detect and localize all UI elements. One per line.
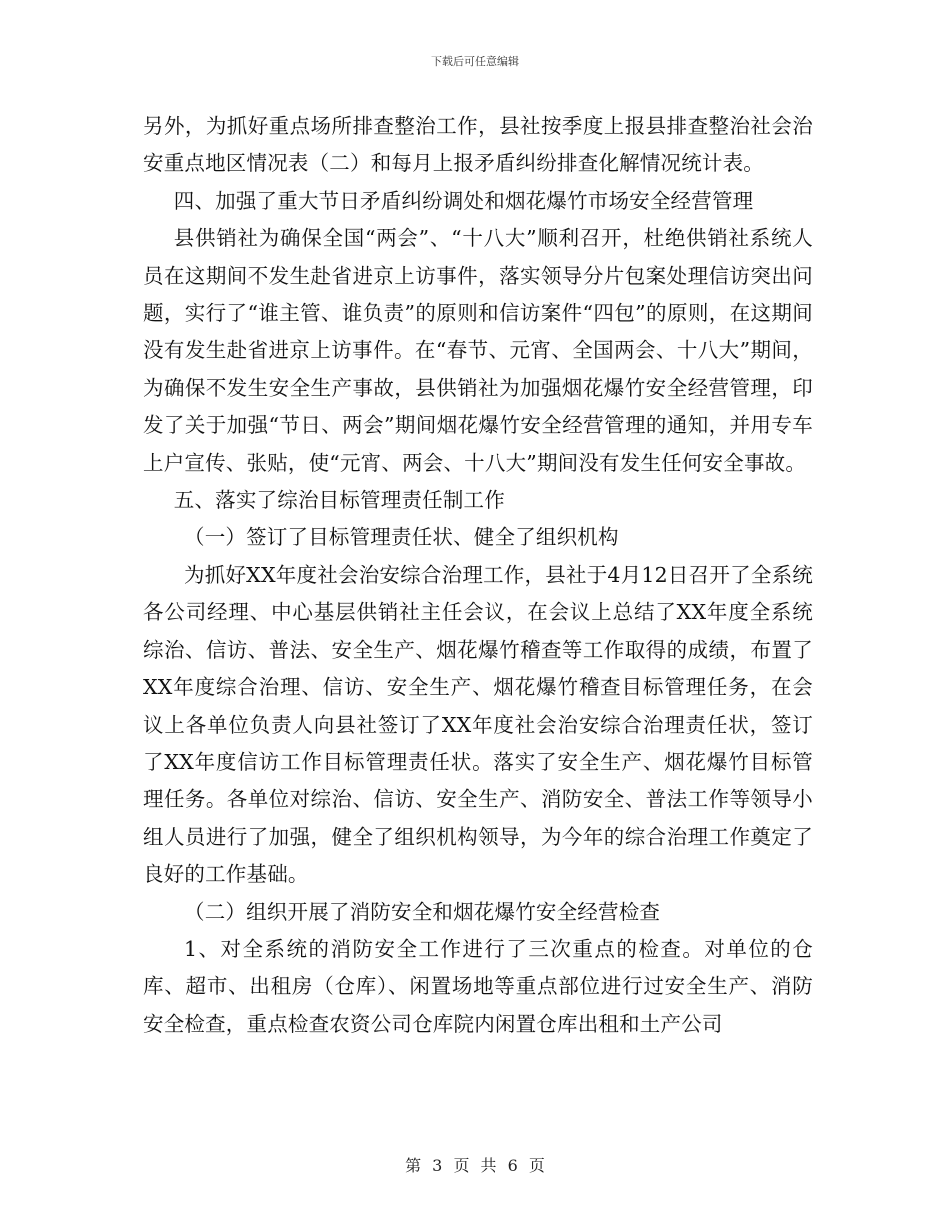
paragraph: 为抓好XX年度社会治安综合治理工作，县社于4月12日召开了全系统各公司经理、中心基层供销社主任会议，在会议上总结了XX年度全系统综治、信访、普法、安全生产、烟花爆竹稽查等工作取得的成绩，布置了XX年度综合治理、信访、安全生产、烟花爆竹稽查目标管理任务，在会议上各单位负责人向县社签订了XX年度社会治安综合治理责任状，签订了XX年度信访工作目标管理责任状。落实了安全生产、烟花爆竹目标管理任务。各单位对综治、信访、安全生产、消防安全、普法工作等领导小组人员进行了加强，健全了组织机构领导，为今年的综合治理工作奠定了良好的工作基础。 bbox=[143, 562, 813, 887]
header-note: 下载后可任意编辑 bbox=[431, 55, 519, 68]
section-heading: 四、加强了重大节日矛盾纠纷调处和烟花爆竹市场安全经营管理 bbox=[173, 188, 754, 213]
subsection-heading: （二）组织开展了消防安全和烟花爆竹安全经营检查 bbox=[184, 899, 661, 924]
subsection-heading: （一）签订了目标管理责任状、健全了组织机构 bbox=[184, 525, 619, 550]
paragraph: 1、对全系统的消防安全工作进行了三次重点的检查。对单位的仓库、超市、出租房（仓库）、闲置场地等重点部位进行过安全生产、消防安全检查，重点检查农资公司仓库院内闲置仓库出租和土产公司 bbox=[143, 936, 813, 1036]
paragraph: 县供销社为确保全国“两会”、“十八大”顺利召开，杜绝供销社系统人员在这期间不发生赴省进京上访事件，落实领导分片包案处理信访突出问题，实行了“谁主管、谁负责”的原则和信访案件“四包”的原则，在这期间没有发生赴省进京上访事件。在“春节、元宵、全国两会、十八大”期间，为确保不发生安全生产事故，县供销社为加强烟花爆竹安全经营管理，印发了关于加强“节日、两会”期间烟花爆竹安全经营管理的通知，并用专车上户宣传、张贴，使“元宵、两会、十八大”期间没有发生任何安全事故。 bbox=[143, 226, 813, 475]
paragraph: 另外，为抓好重点场所排查整治工作，县社按季度上报县排查整治社会治安重点地区情况表（二）和每月上报矛盾纠纷排查化解情况统计表。 bbox=[143, 114, 813, 176]
section-heading: 五、落实了综治目标管理责任制工作 bbox=[173, 488, 505, 513]
page-number: 第 3 页 共 6 页 bbox=[405, 1156, 545, 1175]
document-body bbox=[143, 108, 813, 1043]
